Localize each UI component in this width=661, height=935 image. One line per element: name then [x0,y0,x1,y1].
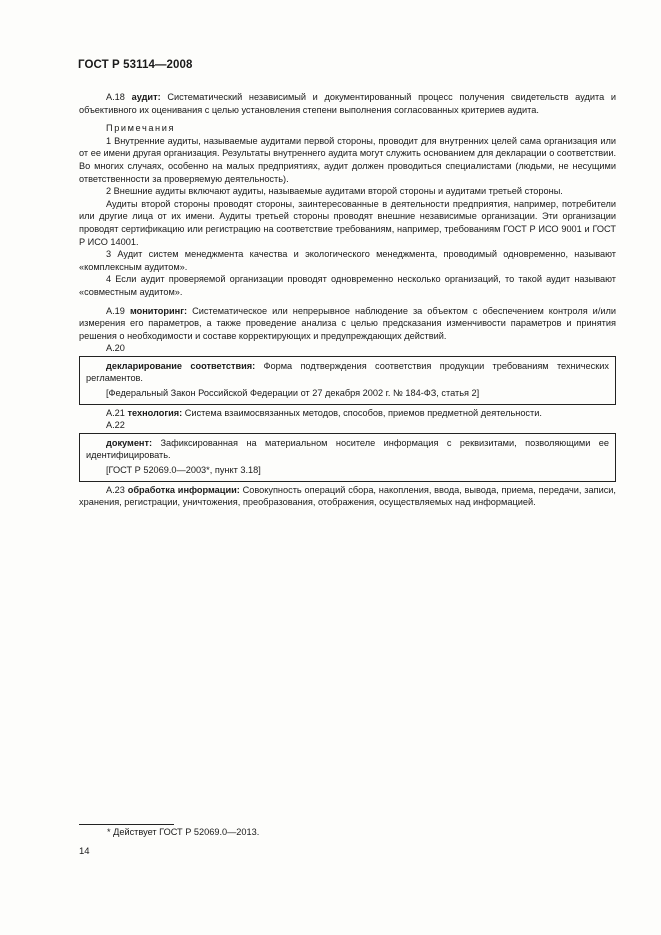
entry-a21 [79,407,616,420]
note-3: 3 Аудит систем менеджмента качества и экологического менеджмента, проводимый одновременно, называют «комплексным аудитом». [79,249,616,272]
entry-number: А.23 [106,484,125,495]
entry-a23 [79,484,616,509]
entry-definition: Совокупность операций сбора, накопления, ввода, вывода, приема, передачи, записи, хранения, регистрации, уничтожения, преобразования, отображения, осуществляемых над информацией. [79,484,616,508]
boxed-definition-text [86,360,609,385]
note-2-continued: Аудиты второй стороны проводят стороны, заинтересованные в деятельности предприятия, например, потребители или другие лица от их имени. Аудиты третьей стороны проводят внешние независимые организации. Эти организации проводят сертификацию или регистрацию на соответствие требованиям, например, требованиям ГОСТ Р ИСО 9001 и ГОСТ Р ИСО 14001. [79,198,616,247]
entry-number-a22: А.22 [106,420,125,431]
notes-heading: Примечания [106,123,176,134]
boxed-definition-a22 [79,433,616,482]
definition-source: [ГОСТ Р 52069.0—2003*, пункт 3.18] [106,465,261,476]
footnote: * Действует ГОСТ Р 52069.0—2013. [107,827,260,837]
entry-number-a20: А.20 [106,343,125,354]
entry-definition: Систематический независимый и документированный процесс получения свидетельств аудита и объективного их оценивания с целью установления степени выполнения согласованных критериев аудита. [79,92,616,115]
footnote-divider [79,824,174,825]
entry-a19 [79,305,616,343]
entry-term: технология: [127,407,183,418]
document-body [79,91,616,509]
entry-number: А.18 [106,92,125,102]
entry-definition: Систематическое или непрерывное наблюдение за объектом с обеспечением контроля и/или измерения его параметров, а также проведение анализа с целью предсказания изменчивости параметров и принятия решения о необходимости и составе корректирующих и предупреждающих действий. [79,305,616,341]
entry-term: мониторинг: [129,305,188,316]
boxed-definition-a20 [79,356,616,405]
note-1: 1 Внутренние аудиты, называемые аудитами первой стороны, проводит для внутренних целей сама организация или от ее имени другая организация. Результаты внутреннего аудита могут служить основанием для декларации о соответствии. Во многих случаях, особенно на малых предприятиях, аудит должен проводиться специалистами (людьми, не несущими ответственности за проверяемую деятельность). [79,135,616,184]
entry-number: А.21 [106,407,125,418]
note-4: 4 Если аудит проверяемой организации проводят одновременно несколько организаций, то такой аудит называют «совместным аудитом». [79,274,616,297]
entry-term: аудит: [131,92,161,102]
entry-term: обработка информации: [127,484,240,495]
entry-number: А.19 [106,305,125,316]
page-number: 14 [79,846,90,857]
entry-definition: Зафиксированная на материальном носителе информация с реквизитами, позволяющими ее идентифицировать. [86,437,609,461]
entry-term: декларирование соответствия: [106,360,256,371]
definition-source: [Федеральный Закон Российской Федерации от 27 декабря 2002 г. № 184-ФЗ, статья 2] [106,388,480,399]
entry-a18 [79,91,616,116]
boxed-definition-text [86,437,609,462]
document-header: ГОСТ Р 53114—2008 [78,59,193,71]
entry-definition: Система взаимосвязанных методов, способов, приемов предметной деятельности. [184,407,542,418]
entry-term: документ: [106,437,153,448]
entry-definition: Форма подтверждения соответствия продукции требованиям технических регламентов. [86,360,609,384]
note-2: 2 Внешние аудиты включают аудиты, называемые аудитами второй стороны и аудитами третьей стороны. [106,186,563,197]
